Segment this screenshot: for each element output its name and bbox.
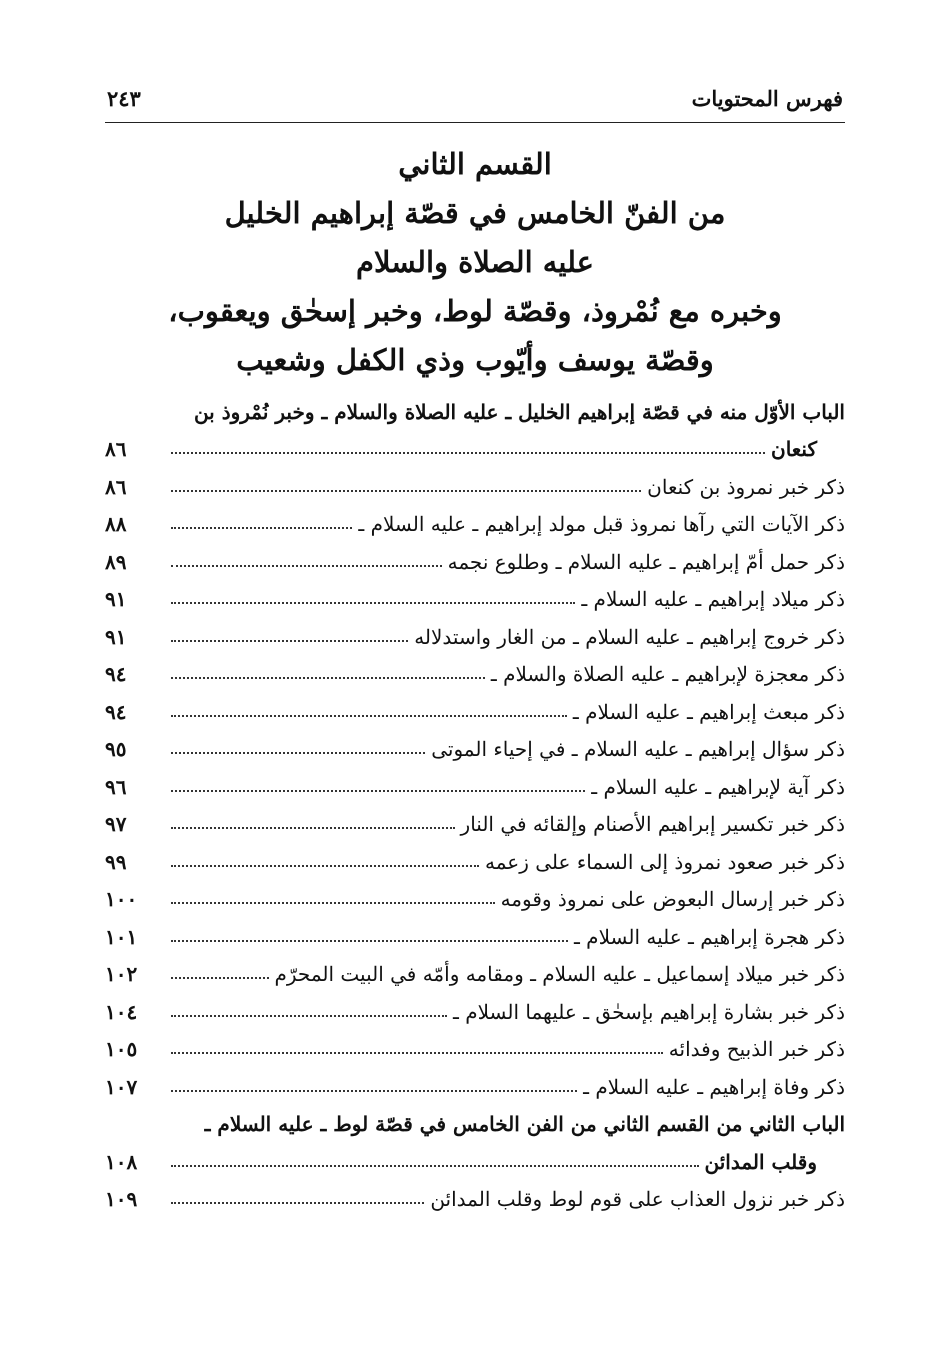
toc-entry-title: ذكر معجزة لإبراهيم ـ عليه الصلاة والسلام ـ <box>490 662 845 687</box>
dot-leader <box>171 1015 447 1017</box>
dot-leader <box>171 940 568 942</box>
dot-leader <box>171 827 455 829</box>
toc-page-number: ٩٧ <box>105 812 127 837</box>
section-heading-line: وقصّة يوسف وأيّوب وذي الكفل وشعيب <box>236 343 714 377</box>
toc-entry-title: ذكر خروج إبراهيم ـ عليه السلام ـ من الغار واستدلاله <box>414 624 845 649</box>
toc-page-number: ١٠٠ <box>105 887 138 912</box>
toc-entry-title: ذكر خبر إرسال البعوض على نمروذ وقومه <box>500 887 845 912</box>
toc-entry <box>105 1181 845 1219</box>
running-title: فهرس المحتويات <box>691 86 843 111</box>
toc-page-number: ١٠٢ <box>105 962 138 987</box>
dot-leader <box>171 527 352 529</box>
toc-entry-title: ذكر خبر ميلاد إسماعيل ـ عليه السلام ـ ومقامه وأمّه في البيت المحرّم <box>274 962 845 987</box>
toc-entry-title: ذكر الآيات التي رآها نمروذ قبل مولد إبراهيم ـ عليه السلام ـ <box>358 512 845 537</box>
toc-entry-title: ذكر سؤال إبراهيم ـ عليه السلام ـ في إحياء الموتى <box>431 737 845 762</box>
toc-entry <box>105 693 845 731</box>
dot-leader <box>171 677 485 679</box>
toc-entry <box>105 656 845 694</box>
toc-entry-title: الباب الثاني من القسم الثاني من الفن الخامس في قصّة لوط ـ عليه السلام ـ <box>204 1112 845 1137</box>
toc-entry-title: ذكر هجرة إبراهيم ـ عليه السلام ـ <box>573 924 845 949</box>
toc-entry <box>105 581 845 619</box>
dot-leader <box>171 640 408 642</box>
toc-chapter-heading-continued <box>105 431 845 469</box>
toc-page-number: ٨٦ <box>105 474 127 499</box>
toc-entry <box>105 843 845 881</box>
toc-entry <box>105 1068 845 1106</box>
book-page <box>105 0 845 1364</box>
toc-entry <box>105 881 845 919</box>
running-header <box>105 82 845 123</box>
toc-page-number: ١٠٩ <box>105 1187 138 1212</box>
toc-chapter-heading <box>105 1106 845 1144</box>
toc-entry-title: كنعان <box>771 437 817 462</box>
toc-page-number: ٩٤ <box>105 662 127 687</box>
toc-entry-title: ذكر ميلاد إبراهيم ـ عليه السلام ـ <box>581 587 845 612</box>
section-heading-line: القسم الثاني <box>398 147 552 181</box>
toc-entry-title: الباب الأوّل منه في قصّة إبراهيم الخليل ـ عليه الصلاة والسلام ـ وخبر نُمْروذ بن <box>193 399 845 424</box>
toc-entry <box>105 731 845 769</box>
section-heading-line: عليه الصلاة والسلام <box>356 245 594 279</box>
section-heading-line: وخبره مع نُمْروذ، وقصّة لوط، وخبر إسحٰق ويعقوب، <box>168 294 782 328</box>
toc-entry-title: ذكر خبر تكسير إبراهيم الأصنام وإلقائه في النار <box>460 812 845 837</box>
dot-leader <box>171 452 765 454</box>
dot-leader <box>171 1165 699 1167</box>
toc-entry-title: ذكر خبر بشارة إبراهيم بإسحٰق ـ عليهما السلام ـ <box>452 999 845 1024</box>
toc-page-number: ٩٩ <box>105 849 127 874</box>
table-of-contents <box>105 393 845 1218</box>
toc-entry <box>105 806 845 844</box>
dot-leader <box>171 602 575 604</box>
toc-entry-title: ذكر آية لإبراهيم ـ عليه السلام ـ <box>591 774 845 799</box>
dot-leader <box>171 490 641 492</box>
toc-entry-title: ذكر حمل أمّ إبراهيم ـ عليه السلام ـ وطلوع نجمه <box>447 549 845 574</box>
toc-entry <box>105 918 845 956</box>
toc-page-number: ٩٥ <box>105 737 127 762</box>
toc-chapter-heading-continued <box>105 1143 845 1181</box>
dot-leader <box>171 790 585 792</box>
toc-page-number: ١٠٧ <box>105 1074 138 1099</box>
toc-page-number: ٩١ <box>105 624 127 649</box>
toc-page-number: ٩٦ <box>105 774 127 799</box>
toc-entry <box>105 768 845 806</box>
toc-page-number: ٩١ <box>105 587 127 612</box>
dot-leader <box>171 752 425 754</box>
toc-page-number: ١٠٤ <box>105 999 138 1024</box>
toc-entry-title: ذكر خبر نزول العذاب على قوم لوط وقلب المدائن <box>430 1187 845 1212</box>
toc-page-number: ٨٨ <box>105 512 127 537</box>
toc-page-number: ٨٩ <box>105 549 127 574</box>
toc-entry-title: ذكر وفاة إبراهيم ـ عليه السلام ـ <box>583 1074 845 1099</box>
dot-leader <box>171 565 442 567</box>
dot-leader <box>171 1052 663 1054</box>
toc-entry-title: ذكر مبعث إبراهيم ـ عليه السلام ـ <box>572 699 845 724</box>
toc-entry <box>105 468 845 506</box>
section-heading-line: من الفنّ الخامس في قصّة إبراهيم الخليل <box>224 196 726 230</box>
page-number: ٢٤٣ <box>107 86 141 111</box>
toc-page-number: ٩٤ <box>105 699 127 724</box>
toc-entry <box>105 506 845 544</box>
dot-leader <box>171 1090 577 1092</box>
toc-entry <box>105 1031 845 1069</box>
toc-page-number: ١٠٥ <box>105 1037 138 1062</box>
toc-entry <box>105 993 845 1031</box>
toc-chapter-heading <box>105 393 845 431</box>
toc-page-number: ٨٦ <box>105 437 127 462</box>
toc-entry-title: ذكر خبر صعود نمروذ إلى السماء على زعمه <box>485 849 845 874</box>
toc-entry-title: وقلب المدائن <box>704 1149 817 1174</box>
dot-leader <box>171 715 567 717</box>
toc-entry <box>105 543 845 581</box>
dot-leader <box>171 1202 424 1204</box>
toc-entry-title: ذكر خبر نمروذ بن كنعان <box>647 474 845 499</box>
toc-entry-title: ذكر خبر الذبيح وفدائه <box>668 1037 845 1062</box>
toc-entry <box>105 956 845 994</box>
toc-page-number: ١٠١ <box>105 924 138 949</box>
dot-leader <box>171 902 495 904</box>
toc-entry <box>105 618 845 656</box>
section-heading <box>105 140 845 385</box>
dot-leader <box>171 977 269 979</box>
toc-page-number: ١٠٨ <box>105 1149 138 1174</box>
dot-leader <box>171 865 479 867</box>
